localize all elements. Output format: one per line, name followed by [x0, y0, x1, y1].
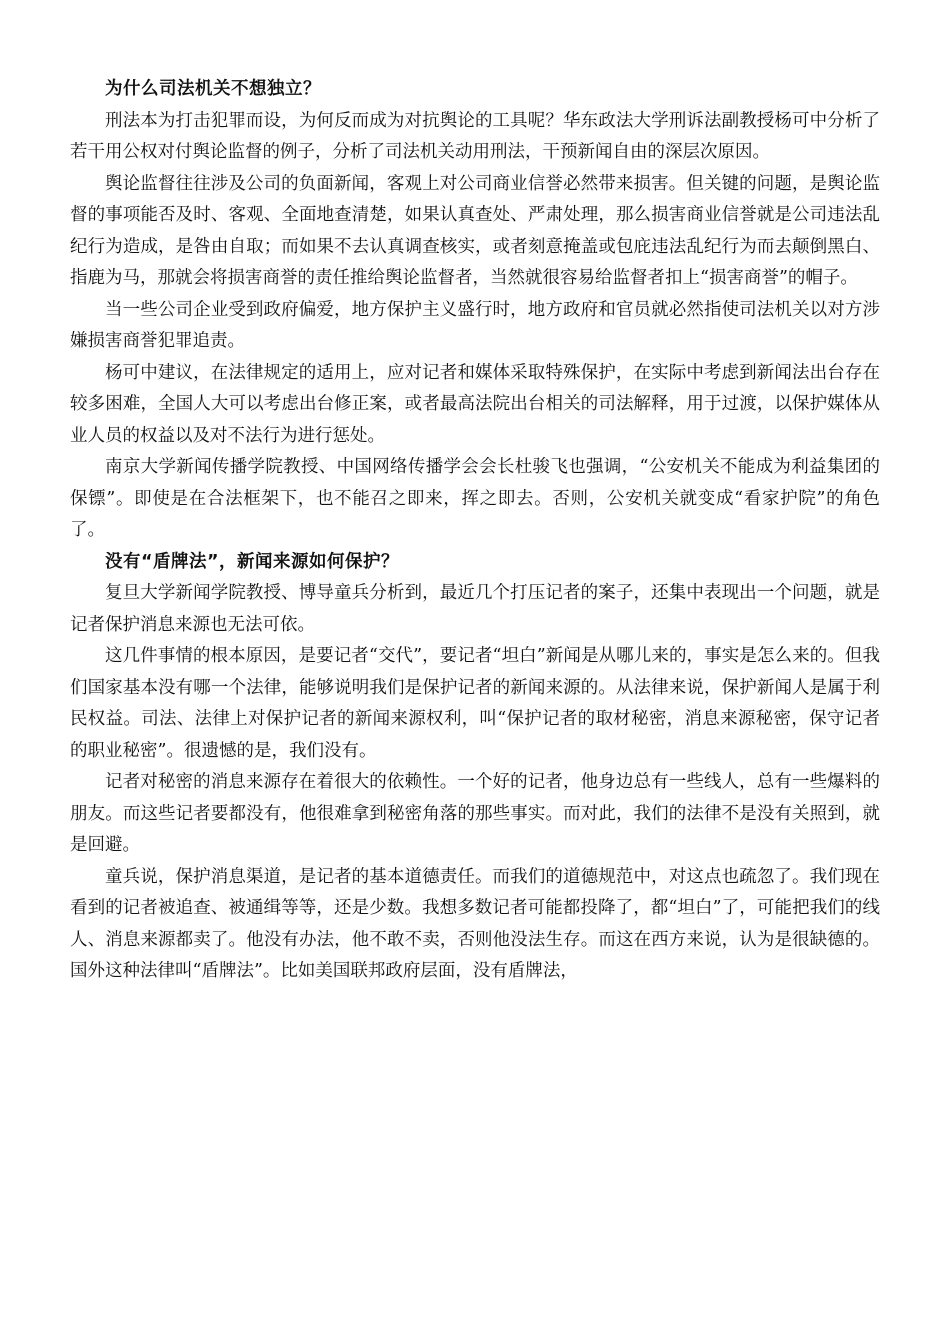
- section-heading-judicial-independence: 为什么司法机关不想独立？: [105, 79, 321, 99]
- paragraph: 童兵说，保护消息渠道，是记者的基本道德责任。而我们的道德规范中，对这点也疏忽了。我们现在看到的记者被追查、被通缉等等，还是少数。我想多数记者可能都投降了，都“坦白”了，可能把我们的线人、消息来源都卖了。他没有办法，他不敢不卖，否则他没法生存。而这在西方来说，认为是很缺德的。国外这种法律叫“盾牌法”。比如美国联邦政府层面，没有盾牌法，: [70, 866, 880, 981]
- paragraph: 这几件事情的根本原因，是要记者“交代”，要记者“坦白”新闻是从哪儿来的，事实是怎么来的。但我们国家基本没有哪一个法律，能够说明我们是保护记者的新闻来源的。从法律来说，保护新闻人是属于利民权益。司法、法律上对保护记者的新闻来源权利，叫“保护记者的取材秘密，消息来源秘密，保守记者的职业秘密”。很遗憾的是，我们没有。: [70, 646, 880, 761]
- paragraph: 刑法本为打击犯罪而设，为何反而成为对抗舆论的工具呢？华东政法大学刑诉法副教授杨可中分析了若干用公权对付舆论监督的例子，分析了司法机关动用刑法，干预新闻自由的深层次原因。: [70, 110, 880, 162]
- paragraph: 复旦大学新闻学院教授、博导童兵分析到，最近几个打压记者的案子，还集中表现出一个问题，就是记者保护消息来源也无法可依。: [70, 583, 880, 635]
- paragraph: 当一些公司企业受到政府偏爱，地方保护主义盛行时，地方政府和官员就必然指使司法机关以对方涉嫌损害商誉犯罪追责。: [70, 299, 880, 351]
- section-heading-shield-law: 没有“盾牌法”，新闻来源如何保护？: [105, 551, 400, 572]
- paragraph: 杨可中建议，在法律规定的适用上，应对记者和媒体采取特殊保护，在实际中考虑到新闻法出台存在较多困难，全国人大可以考虑出台修正案，或者最高法院出台相关的司法解释，用于过渡，以保护媒体从业人员的权益以及对不法行为进行惩处。: [70, 362, 880, 446]
- paragraph: 南京大学新闻传播学院教授、中国网络传播学会会长杜骏飞也强调，“公安机关不能成为利益集团的保镖”。即使是在合法框架下，也不能召之即来，挥之即去。否则，公安机关就变成“看家护院”的角色了。: [70, 457, 880, 540]
- paragraph: 记者对秘密的消息来源存在着很大的依赖性。一个好的记者，他身边总有一些线人，总有一些爆料的朋友。而这些记者要都没有，他很难拿到秘密角落的那些事实。而对此，我们的法律不是没有关照到，就是回避。: [70, 772, 880, 855]
- paragraph: 舆论监督往往涉及公司的负面新闻，客观上对公司商业信誉必然带来损害。但关键的问题，是舆论监督的事项能否及时、客观、全面地查清楚，如果认真查处、严肃处理，那么损害商业信誉就是公司违法乱纪行为造成，是咎由自取；而如果不去认真调查核实，或者刻意掩盖或包庇违法乱纪行为而去颠倒黑白、指鹿为马，那就会将损害商誉的责任推给舆论监督者，当然就很容易给监督者扣上“损害商誉”的帽子。: [70, 173, 880, 288]
- article-body: [70, 74, 880, 988]
